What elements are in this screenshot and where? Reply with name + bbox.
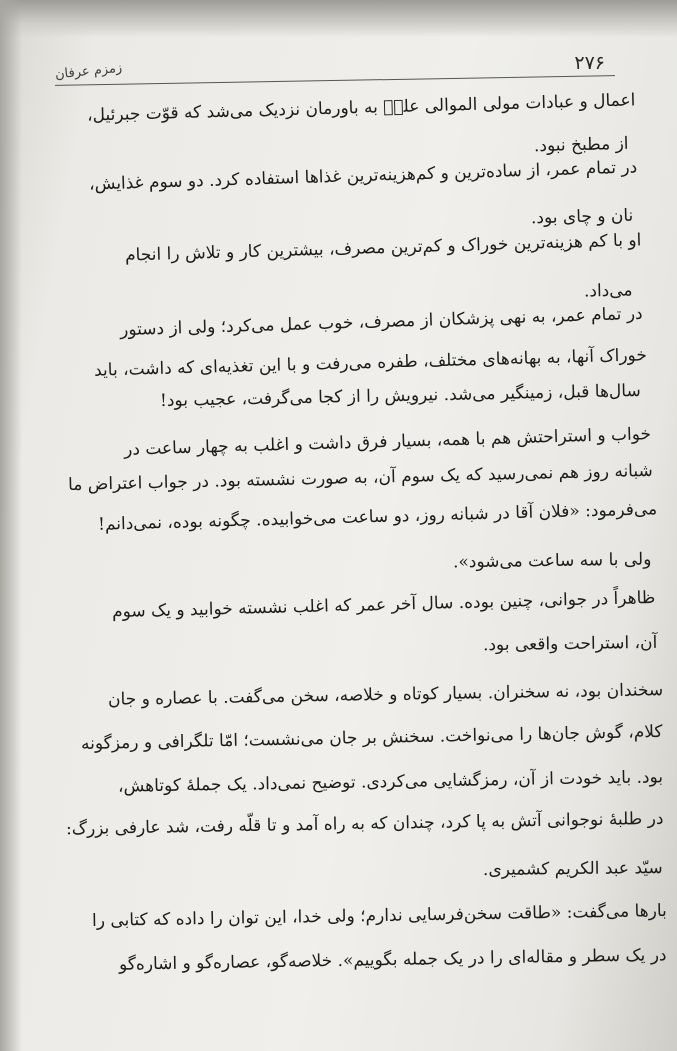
page-number: ۲۷۶ <box>574 52 605 74</box>
text-line: در طلبهٔ نوجوانی آتش به پا کرد، چندان که به راه آمد و تا قلّه رفت، شد عارفی بزرگ: <box>65 808 664 840</box>
running-head: زمزم عرفان <box>54 60 123 83</box>
text-line: ظاهراً در جوانی، چنین بوده. سال آخر عمر که اغلب نشسته خوابید و یک سوم <box>111 587 656 623</box>
text-line: در تمام عمر، به نهی پزشکان از مصرف، خوب عمل می‌کرد؛ ولی از دستور <box>120 303 644 341</box>
text-line: سال‌ها قبل، زمینگیر می‌شد. نیرویش را از کجا می‌گرفت، عجیب بود! <box>160 380 642 412</box>
text-line: سخندان بود، نه سخنران. بسیار کوتاه و خلاصه، سخن می‌گفت. با عصاره و جان <box>107 680 664 710</box>
text-line: ولی با سه ساعت می‌شود». <box>452 549 652 573</box>
text-line: او با کم هزینه‌ترین خوراک و کم‌ترین مصرف، بیشترین کار و تلاش را انجام <box>124 230 642 266</box>
text-line: اعمال و عبادات مولی الموالی علیؑ به باورمان نزدیک می‌شد که قوّت جبرئیل، <box>86 90 636 126</box>
text-line: می‌فرمود: «فلان آقا در شبانه روز، دو ساعت می‌خوابیده. چگونه بوده، نمی‌دانم! <box>97 499 658 535</box>
text-line: نان و چای بود. <box>530 205 634 229</box>
text-line: در یک سطر و مقاله‌ای را در یک جمله بگوییم». خلاصه‌گو، عصاره‌گو و اشاره‌گو <box>119 945 668 975</box>
text-line: خوراک آنها، به بهانه‌های مختلف، طفره می‌رفت و با این تغذیه‌ای که داشت، باید <box>93 345 648 381</box>
text-line: شبانه روز هم نمی‌رسید که یک سوم آن، به صورت نشسته بود. در جواب اعتراض ما <box>68 460 654 496</box>
text-line: بود. باید خودت از آن، رمزگشایی می‌کردی. توضیح نمی‌داد. یک جملهٔ کوتاهش، <box>117 767 664 797</box>
text-line: سیّد عبد الکریم کشمیری. <box>483 858 664 880</box>
text-line: خواب و استراحتش هم با همه، بسیار فرق داشت و اغلب به چهار ساعت در <box>123 424 652 460</box>
text-line: کلام، گوش جان‌ها را می‌نواخت. سخنش بر جان می‌نشست؛ امّا تلگرافی و رمزگونه <box>81 721 664 755</box>
text-line: می‌داد. <box>584 280 634 302</box>
text-line: بارها می‌گفت: «طاقت سخن‌فرسایی ندارم؛ ولی خدا، این توان را داده که کتابی را <box>92 900 668 932</box>
text-line: از مطبخ نبود. <box>534 133 630 157</box>
text-line: آن، استراحت واقعی بود. <box>482 632 658 656</box>
text-line: در تمام عمر، از ساده‌ترین و کم‌هزینه‌ترین غذاها استفاده کرد. دو سوم غذایش، <box>88 157 638 195</box>
